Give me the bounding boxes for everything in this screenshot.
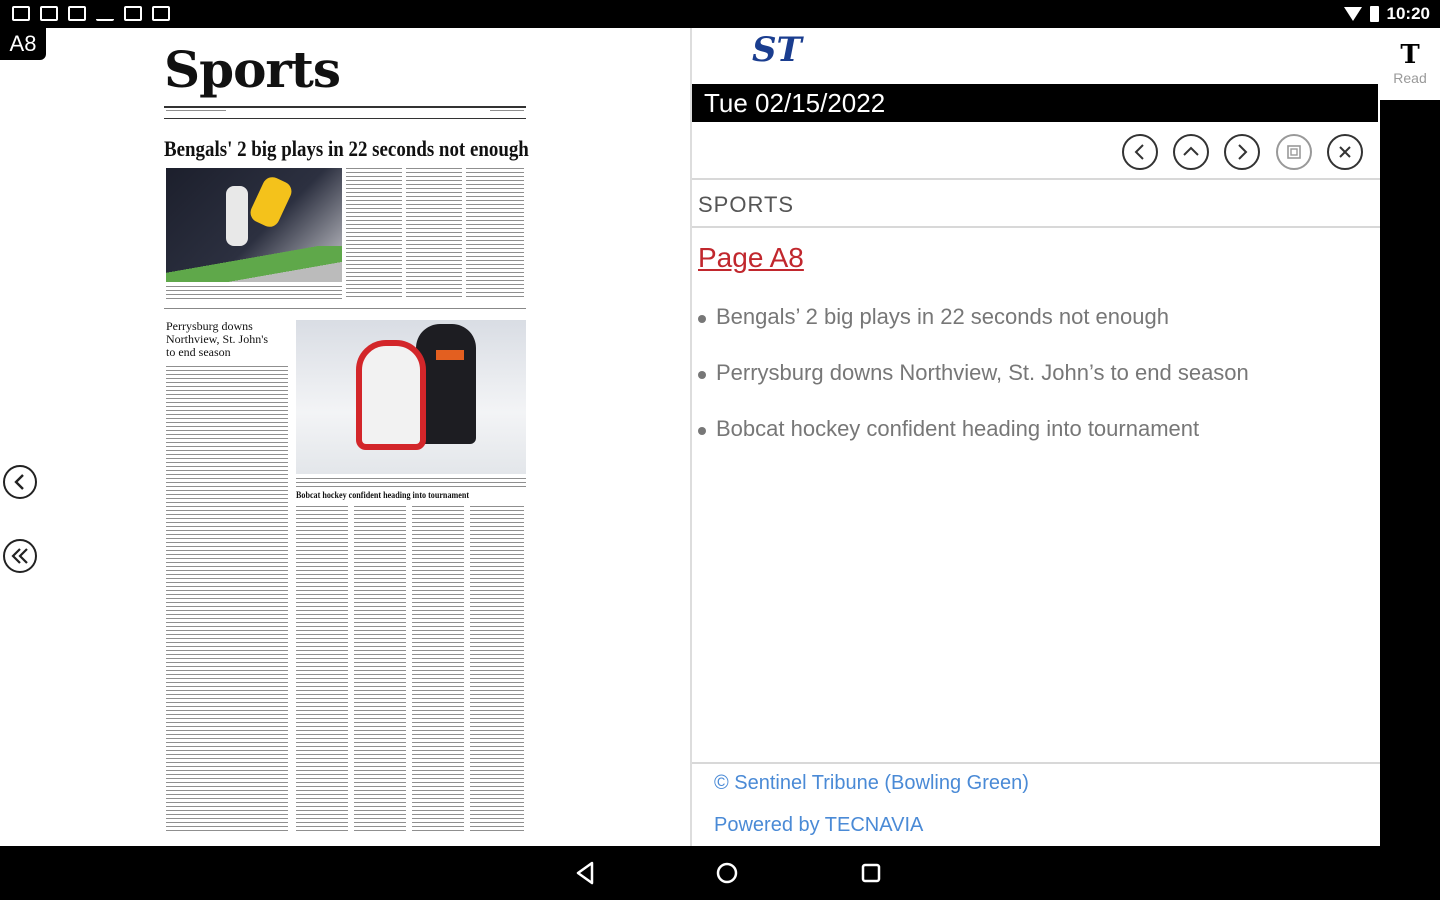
chevron-right-icon [1232,142,1252,162]
title-rule [164,106,526,108]
scroll-up-button[interactable] [1173,134,1209,170]
back-button[interactable] [572,860,598,886]
more-button[interactable] [0,708,60,758]
close-button[interactable] [1327,134,1363,170]
article-item[interactable] [698,416,1249,472]
hockey-photo[interactable] [296,320,526,474]
dateline-text [166,110,226,114]
section-rule [692,226,1380,228]
bullet-icon [698,427,706,435]
article-list [698,304,1249,472]
read-mode-button[interactable] [1380,28,1440,100]
secondary-story-text [166,366,288,832]
lead-headline[interactable]: Bengals' 2 big plays in 22 seconds not enough [164,136,529,161]
secondary-headline-line-3: to end season [166,345,231,359]
index-button[interactable] [0,340,60,390]
story-divider [164,308,526,309]
page-tag-text [490,110,524,114]
editions-button[interactable] [0,408,60,462]
swipe-mode-button[interactable] [0,114,60,164]
index-label: Index [12,374,48,390]
screen-icon [12,6,30,21]
third-story-column-4 [470,506,524,832]
fit-button[interactable] [0,780,60,830]
chevron-up-icon [1181,142,1201,162]
third-story-column-2 [354,506,406,832]
article-title: Perrysburg downs Northview, St. John’s to end season [716,360,1249,385]
article-toolbar [692,122,1380,180]
article-item[interactable] [698,360,1249,416]
news-icon [40,6,58,21]
edition-date-bar: Tue 02/15/2022 [692,84,1378,122]
right-sidebar [1380,28,1440,846]
hockey-photo-caption [296,478,526,488]
recents-square-icon [858,860,884,886]
previous-page-button[interactable] [3,465,37,499]
lead-story-column-3 [466,168,524,300]
fit-label: Fit [22,814,38,830]
third-headline[interactable]: Bobcat hockey confident heading into tournament [296,490,470,500]
battery-icon [1370,6,1379,22]
system-nav-bar [0,846,1440,900]
photo-caption [166,286,342,300]
fit-screen-icon [15,780,45,810]
court-floor [166,246,342,282]
more-vert-icon [15,708,45,738]
player-yellow [247,174,294,230]
back-triangle-icon [572,860,598,886]
calendar-icon [15,408,45,442]
download-done-icon [96,6,114,21]
recents-button[interactable] [858,860,884,886]
double-chevron-left-icon [10,546,30,566]
skater-red [356,340,426,450]
header-rule [164,118,526,119]
secondary-headline-line-1: Perrysburg downs [166,319,253,333]
svg-text:15: 15 [23,427,37,439]
first-page-button[interactable] [3,539,37,573]
section-heading: SPORTS [698,192,795,217]
bullet-icon [698,371,706,379]
next-article-button[interactable] [1224,134,1260,170]
bullet-icon [698,315,706,323]
article-item[interactable] [698,304,1249,360]
lead-story-column-2 [406,168,462,300]
swipe-label: Swipe [10,148,50,164]
previous-article-button[interactable] [1122,134,1158,170]
lead-story-column-1 [346,168,402,300]
notification-icons [12,6,170,21]
article-title: Bobcat hockey confident heading into tournament [716,416,1200,441]
secondary-headline-line-2: Northview, St. John's [166,332,269,346]
gallery-button[interactable] [1276,134,1312,170]
image-icon [152,6,170,21]
home-circle-icon [714,860,740,886]
swipe-icon [15,114,45,144]
footer-rule [692,762,1380,764]
secondary-headline[interactable] [166,320,290,359]
player-white [226,186,248,246]
home-button[interactable] [714,860,740,886]
read-label: Read [1393,70,1427,86]
wifi-icon [1344,7,1362,21]
page-link[interactable]: Page A8 [698,242,804,273]
grid-icon [15,264,45,294]
jersey-stripe [436,350,464,360]
news-icon [124,6,142,21]
status-bar [0,0,1440,28]
editions-label: Editio... [6,446,54,462]
newspaper-section-title: Sports [164,40,341,99]
publication-logo: ST [752,30,802,70]
chevron-left-icon [1130,142,1150,162]
gallery-icon [1284,142,1304,162]
newspaper-page-thumbnail[interactable] [160,40,530,835]
third-story-column-1 [296,506,348,832]
page-number-label: A8 [0,28,46,60]
news-icon [68,6,86,21]
tecnavia-link[interactable]: Powered by TECNAVIA [714,814,924,836]
close-icon [1335,142,1355,162]
copyright-link[interactable]: © Sentinel Tribune (Bowling Green) [714,772,1029,794]
pages-label: Pages [10,298,50,314]
basketball-photo[interactable] [166,168,342,282]
article-title: Bengals’ 2 big plays in 22 seconds not enough [716,304,1169,329]
text-icon: T [1400,40,1420,70]
chevron-left-icon [10,472,30,492]
clock: 10:20 [1386,4,1430,23]
pages-button[interactable] [0,264,60,314]
third-story-column-3 [412,506,464,832]
more-label: More [14,742,46,758]
list-icon [15,340,45,370]
